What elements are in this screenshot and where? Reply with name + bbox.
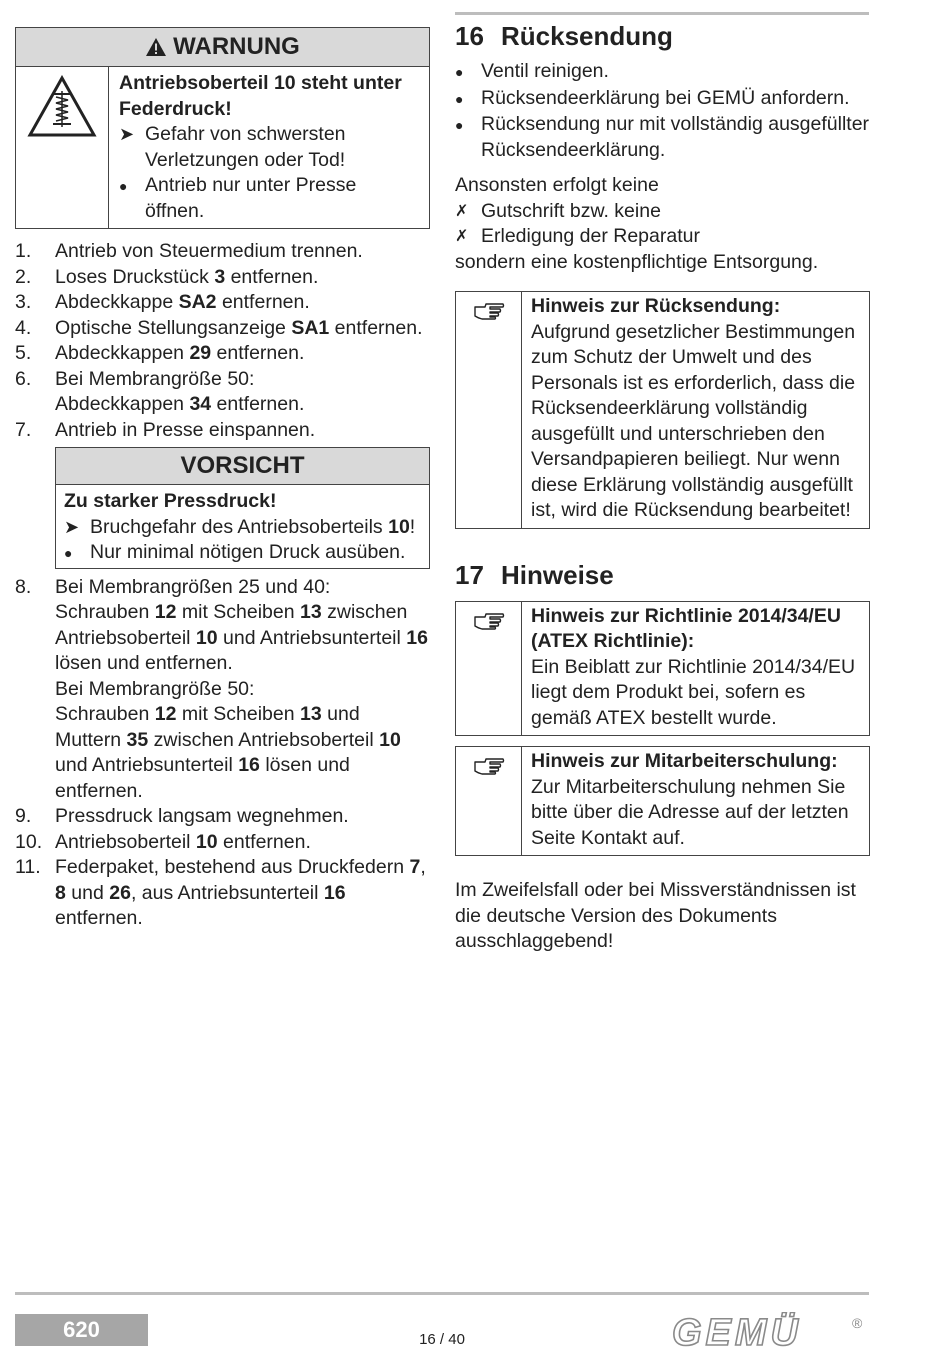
dot-bullet-icon: ●: [455, 90, 464, 107]
dot-bullet-icon: ●: [455, 64, 464, 80]
warning-title: WARNUNG: [173, 33, 300, 61]
gemu-logo: [668, 1312, 868, 1360]
warning-header: [16, 28, 429, 67]
step-number: 2.: [15, 265, 32, 288]
step-item: [15, 316, 430, 342]
step-number: 8.: [15, 575, 32, 598]
warning-box: [15, 27, 430, 229]
caution-headline: Zu starker Pressdruck!: [64, 490, 277, 512]
cross-bullet-icon: ✗: [455, 202, 469, 220]
step-number: 9.: [15, 805, 32, 827]
right-column: [455, 20, 870, 955]
otherwise-text: Ansonsten erfolgt keine: [455, 174, 659, 196]
step-item: [15, 418, 430, 444]
note-text: Aufgrund gesetzlicher Bestimmungen zum Schutz der Umwelt und des Personals ist es erforderlich, dass die Rücksendeerklärung vollständig ausgefüllt und unterschrieben den Versandpapieren beiliegt. Nur wenn diese Erklärung vollständig ausgefüllt ist, wird die Rücksendung bearbeitet!: [531, 320, 856, 521]
steps-list: [15, 239, 430, 932]
step-item: [15, 855, 430, 932]
page-count: 16 / 40: [419, 1331, 465, 1348]
step-number: 11.: [15, 856, 41, 878]
left-column: [15, 27, 430, 932]
step-number: 10.: [15, 830, 43, 853]
note-title: Hinweis zur Rücksendung:: [531, 295, 781, 317]
warning-action: Antrieb nur unter Presse öffnen.: [145, 174, 357, 222]
caution-consequence: Bruchgefahr des Antriebsoberteils 10!: [90, 515, 416, 538]
step-text: Bei Membrangrößen 25 und 40: Schrauben 12 mit Scheiben 13 zwischen Antriebsoberteil 10 und Antriebsunterteil 16 lösen und entfernen. Bei Membrangröße 50: Schrauben 12 mit Scheiben 13 und Muttern 35 zwischen Antriebsoberteil 10 und Antriebsunterteil 16 lösen und entfernen.: [55, 575, 428, 802]
warning-consequence: Gefahr von schwersten Verletzungen oder Tod!: [145, 123, 346, 171]
registered-mark: ®: [852, 1315, 863, 1331]
top-rule: [455, 12, 869, 15]
step-text: Loses Druckstück 3 entfernen.: [55, 265, 319, 288]
caution-header: VORSICHT: [56, 448, 429, 485]
step-number: 4.: [15, 316, 32, 339]
step-number: 7.: [15, 418, 32, 441]
step-item: [15, 830, 430, 856]
warning-headline: Antriebsoberteil 10 steht unter Federdruck!: [119, 72, 402, 120]
step-item: [15, 367, 430, 418]
spring-hazard-icon: [27, 75, 97, 139]
note-text: Zur Mitarbeiterschulung nehmen Sie bitte über die Adresse auf der letzten Seite Kontakt auf.: [531, 775, 849, 849]
step-text: Optische Stellungsanzeige SA1 entfernen.: [55, 316, 423, 339]
footer-rule: [15, 1292, 869, 1295]
closing-text: sondern eine kostenpflichtige Entsorgung.: [455, 250, 819, 273]
bullet-text: Rücksendeerklärung bei GEMÜ anfordern.: [481, 86, 850, 109]
note-title: Hinweis zur Mitarbeiterschulung:: [531, 750, 838, 772]
note-box-atex: [455, 601, 870, 737]
step-text: Antrieb von Steuermedium trennen.: [55, 240, 363, 262]
step-text: Abdeckkappe SA2 entfernen.: [55, 291, 310, 313]
section-16-heading: 16 Rücksendung: [455, 21, 673, 51]
note-box-return: [455, 291, 870, 529]
closing-text: Im Zweifelsfall oder bei Missverständnissen ist die deutsche Version des Dokuments ausschlaggebend!: [455, 879, 856, 952]
dot-bullet-icon: ●: [119, 178, 128, 194]
model-number-badge: 620: [15, 1314, 148, 1346]
step-text: Federpaket, bestehend aus Druckfedern 7, 8 und 26, aus Antriebsunterteil 16 entfernen.: [55, 856, 426, 929]
step-number: 5.: [15, 342, 32, 364]
logo-text: GEMÜ: [672, 1312, 802, 1352]
pointing-hand-icon: [473, 610, 505, 630]
step-item: [15, 804, 430, 830]
caution-action: Nur minimal nötigen Druck ausüben.: [90, 541, 406, 563]
dot-bullet-icon: ●: [64, 545, 73, 561]
step-item: [15, 575, 430, 805]
step-number: 3.: [15, 291, 32, 313]
step-number: 6.: [15, 367, 32, 390]
step-item: [15, 341, 430, 367]
step-item: [15, 239, 430, 265]
step-text: Antriebsoberteil 10 entfernen.: [55, 830, 311, 853]
pointing-hand-icon: [473, 755, 505, 775]
warning-triangle-icon: [145, 37, 167, 57]
cross-item: Gutschrift bzw. keine: [481, 199, 661, 222]
dot-bullet-icon: ●: [455, 117, 464, 133]
step-item: [15, 290, 430, 316]
arrow-bullet-icon: ➤: [119, 124, 135, 144]
pointing-hand-icon: [473, 300, 505, 320]
cross-item: Erledigung der Reparatur: [481, 225, 700, 247]
step-text: Bei Membrangröße 50: Abdeckkappen 34 entfernen.: [55, 367, 305, 415]
caution-box: [55, 447, 430, 569]
note-text: Ein Beiblatt zur Richtlinie 2014/34/EU liegt dem Produkt bei, sofern es gemäß ATEX bestellt wurde.: [531, 655, 856, 729]
cross-bullet-icon: ✗: [455, 228, 469, 245]
step-number: 1.: [15, 240, 32, 262]
note-title: Hinweis zur Richtlinie 2014/34/EU (ATEX Richtlinie):: [531, 604, 841, 652]
step-text: Antrieb in Presse einspannen.: [55, 418, 316, 441]
note-box-training: [455, 746, 870, 856]
bullet-text: Ventil reinigen.: [481, 60, 609, 82]
arrow-bullet-icon: ➤: [64, 516, 80, 537]
bullet-text: Rücksendung nur mit vollständig ausgefüllter Rücksendeerklärung.: [481, 113, 870, 161]
section-17-heading: 17 Hinweise: [455, 559, 614, 590]
step-text: Pressdruck langsam wegnehmen.: [55, 805, 349, 827]
step-text: Abdeckkappen 29 entfernen.: [55, 342, 305, 364]
step-item: [15, 265, 430, 291]
